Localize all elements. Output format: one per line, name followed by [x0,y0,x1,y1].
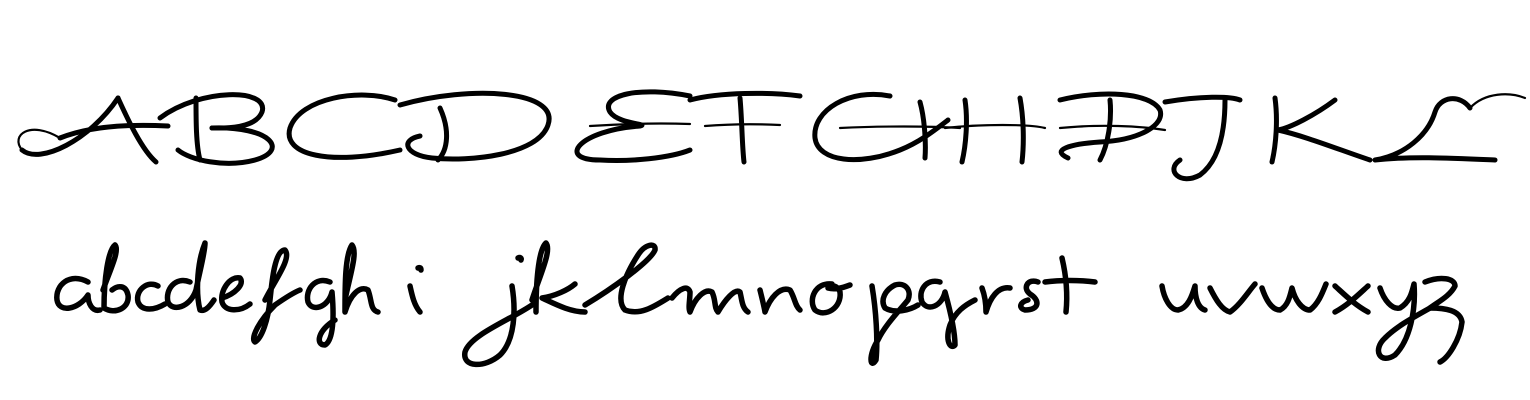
glyph-v [1210,284,1255,312]
glyph-G-bar [840,127,960,129]
glyph-e [222,278,250,310]
glyph-t [1045,258,1095,312]
glyph-g [307,281,335,345]
glyph-u [1162,286,1205,310]
glyph-o [812,284,850,313]
lowercase-glyph-row [57,243,1462,364]
glyph-i [410,268,421,312]
glyph-A-swash [18,130,60,150]
uppercase-glyph-row [18,92,1525,179]
glyph-n [760,289,800,312]
glyph-H-bar [945,125,1045,128]
glyph-k [532,243,585,312]
glyph-p [871,284,918,363]
glyph-J [1165,97,1240,178]
glyph-j [465,258,532,365]
glyph-y [1378,284,1430,358]
glyph-h [345,245,378,312]
glyph-f [254,250,300,342]
glyph-z [1425,279,1462,362]
glyph-L [1375,99,1495,160]
glyph-F [690,93,800,162]
glyph-D [400,93,549,160]
glyph-L-swash [1470,94,1525,108]
glyph-d [167,243,214,310]
glyph-q [921,281,975,346]
glyph-x [1335,286,1368,312]
glyph-r [982,288,1010,312]
glyph-s [1021,281,1038,310]
glyph-m [672,288,748,312]
glyph-c [138,284,165,309]
glyph-w [1262,284,1326,310]
glyph-K [1272,98,1370,162]
glyph-l [585,245,668,312]
glyph-H [962,98,1023,162]
glyph-a [57,278,100,310]
glyph-C [289,95,400,157]
glyph-b [103,245,128,311]
glyph-B [160,95,272,164]
